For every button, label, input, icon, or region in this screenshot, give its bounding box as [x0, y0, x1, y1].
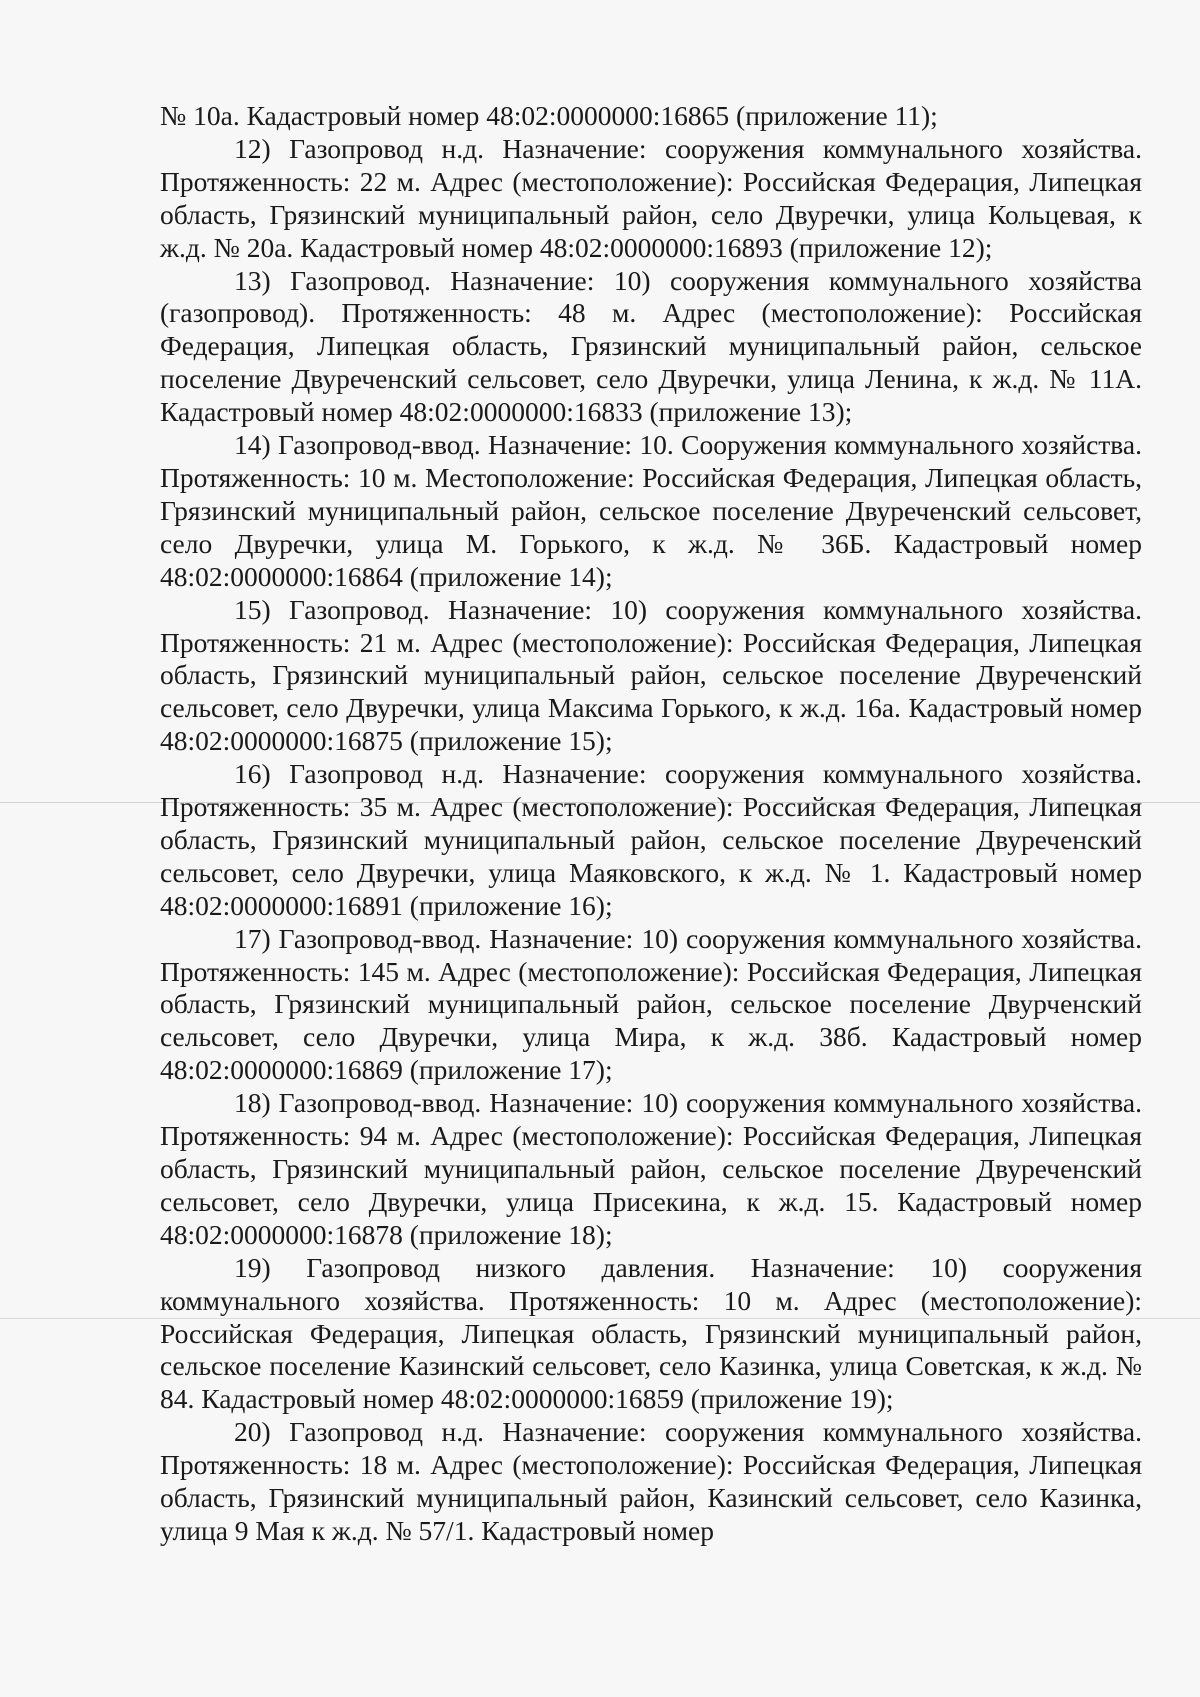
list-item-14: 14) Газопровод-ввод. Назначение: 10. Сооружения коммунального хозяйства. Протяженность: 10 м. Местоположение: Российская Федерация, Липецкая область, Грязинский муниципальный район, сельское поселение Двуреченский сельсовет, село Двуречки, улица М. Горького, к ж.д. № 36Б. Кадастровый номер 48:02:0000000:16864 (приложение 14);: [160, 429, 1142, 592]
list-item-18: 18) Газопровод-ввод. Назначение: 10) сооружения коммунального хозяйства. Протяженность: 94 м. Адрес (местоположение): Российская Федерация, Липецкая область, Грязинский муниципальный район, сельское поселение Двуреченский сельсовет, село Двуречки, улица Присекина, к ж.д. 15. Кадастровый номер 48:02:0000000:16878 (приложение 18);: [160, 1087, 1142, 1250]
list-item-16: 16) Газопровод н.д. Назначение: сооружения коммунального хозяйства. Протяженность: 35 м. Адрес (местоположение): Российская Федерация, Липецкая область, Грязинский муниципальный район, сельское поселение Двуреченский сельсовет, село Двуречки, улица Маяковского, к ж.д. № 1. Кадастровый номер 48:02:0000000:16891 (приложение 16);: [160, 758, 1142, 921]
document-body: [160, 100, 1142, 1548]
list-item-19: 19) Газопровод низкого давления. Назначение: 10) сооружения коммунального хозяйства. Протяженность: 10 м. Адрес (местоположение): Российская Федерация, Липецкая область, Грязинский муниципальный район, сельское поселение Казинский сельсовет, село Казинка, улица Советская, к ж.д. № 84. Кадастровый номер 48:02:0000000:16859 (приложение 19);: [160, 1251, 1142, 1415]
list-item-13: 13) Газопровод. Назначение: 10) сооружения коммунального хозяйства (газопровод). Протяженность: 48 м. Адрес (местоположение): Российская Федерация, Липецкая область, Грязинский муниципальный район, сельское поселение Двуреченский сельсовет, село Двуречки, улица Ленина, к ж.д. № 11А. Кадастровый номер 48:02:0000000:16833 (приложение 13);: [160, 264, 1142, 428]
list-item-17: 17) Газопровод-ввод. Назначение: 10) сооружения коммунального хозяйства. Протяженность: 145 м. Адрес (местоположение): Российская Федерация, Липецкая область, Грязинский муниципальный район, сельское поселение Двурченский сельсовет, село Двуречки, улица Мира, к ж.д. 38б. Кадастровый номер 48:02:0000000:16869 (приложение 17);: [160, 922, 1142, 1086]
list-item-20: 20) Газопровод н.д. Назначение: сооружения коммунального хозяйства. Протяженность: 18 м. Адрес (местоположение): Российская Федерация, Липецкая область, Грязинский муниципальный район, Казинский сельсовет, село Казинка, улица 9 Мая к ж.д. № 57/1. Кадастровый номер: [160, 1416, 1142, 1546]
list-item-12: 12) Газопровод н.д. Назначение: сооружения коммунального хозяйства. Протяженность: 22 м. Адрес (местоположение): Российская Федерация, Липецкая область, Грязинский муниципальный район, село Двуречки, улица Кольцевая, к ж.д. № 20а. Кадастровый номер 48:02:0000000:16893 (приложение 12);: [160, 132, 1142, 263]
continuation-paragraph: № 10а. Кадастровый номер 48:02:0000000:16865 (приложение 11);: [160, 100, 938, 131]
list-item-15: 15) Газопровод. Назначение: 10) сооружения коммунального хозяйства. Протяженность: 21 м. Адрес (местоположение): Российская Федерация, Липецкая область, Грязинский муниципальный район, сельское поселение Двуреченский сельсовет, село Двуречки, улица Максима Горького, к ж.д. 16а. Кадастровый номер 48:02:0000000:16875 (приложение 15);: [160, 593, 1142, 757]
